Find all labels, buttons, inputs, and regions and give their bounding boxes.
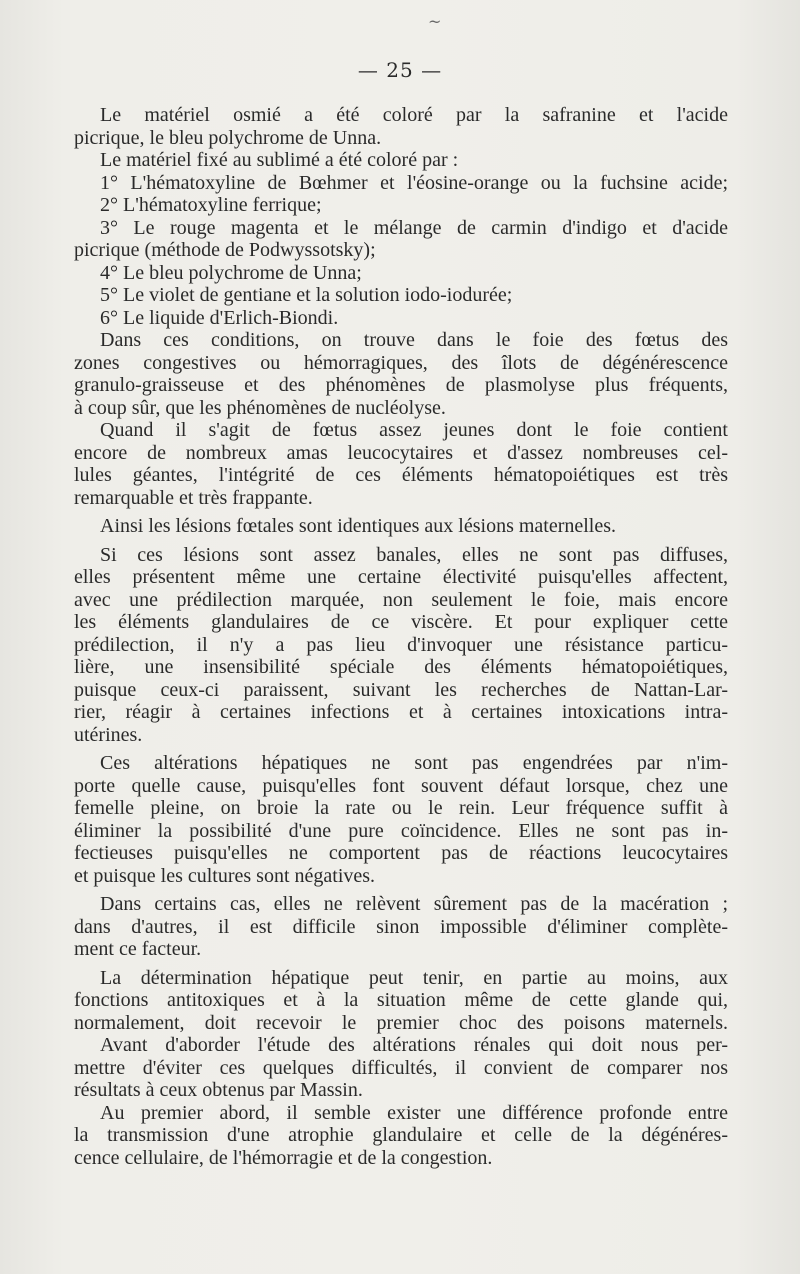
text-line: fectieuses puisqu'elles ne comportent pas de réactions leucocytaires — [74, 842, 728, 864]
text-line: remarquable et très frappante. — [74, 486, 313, 509]
text-line: picrique (méthode de Podwyssotsky); — [74, 239, 376, 261]
text-line: éliminer la possibilité d'une pure coïncidence. Elles ne sont pas in- — [74, 819, 728, 842]
text-line: encore de nombreux amas leucocytaires et d'assez nombreuses cel- — [74, 441, 728, 464]
paragraph — [48, 149, 728, 329]
text-line: mettre d'éviter ces quelques difficultés, il convient de comparer nos — [74, 1056, 728, 1079]
text-line: picrique, le bleu polychrome de Unna. — [74, 126, 382, 149]
list-item: 5° Le violet de gentiane et la solution iodo-iodurée; — [100, 284, 513, 306]
list-item: 6° Le liquide d'Erlich-Biondi. — [100, 306, 339, 329]
text-line: et puisque les cultures sont négatives. — [74, 864, 376, 887]
list-item: 2° L'hématoxyline ferrique; — [100, 194, 322, 216]
paragraph — [48, 752, 728, 887]
text-line: Avant d'aborder l'étude des altérations rénales qui doit nous per- — [100, 1034, 728, 1056]
text-line: La détermination hépatique peut tenir, en partie au moins, aux — [100, 966, 728, 989]
paragraph — [48, 893, 728, 961]
paragraph — [48, 329, 728, 419]
text-line: cence cellulaire, de l'hémorragie et de la congestion. — [74, 1146, 493, 1169]
list-item: 3° Le rouge magenta et le mélange de carmin d'indigo et d'acide — [100, 216, 728, 239]
paragraph — [48, 104, 728, 149]
text-line: Dans ces conditions, on trouve dans le foie des fœtus des — [100, 329, 728, 351]
text-line: Le matériel osmié a été coloré par la safranine et l'acide — [100, 104, 728, 126]
text-line: puisque ceux-ci paraissent, suivant les recherches de Nattan-Lar- — [74, 678, 728, 701]
paragraph — [48, 967, 728, 1035]
text-line: ment ce facteur. — [74, 938, 202, 960]
text-line: utérines. — [74, 723, 143, 746]
page-number: — 25 — — [357, 58, 443, 82]
text-line: Quand il s'agit de fœtus assez jeunes dont le foie contient — [100, 419, 728, 441]
paragraph — [48, 1102, 728, 1170]
paragraph — [48, 544, 728, 747]
paragraph — [48, 515, 728, 538]
list-item: 4° Le bleu polychrome de Unna; — [100, 261, 362, 284]
page-mark: ~ — [428, 12, 442, 31]
paragraph — [48, 1034, 728, 1102]
text-line: Ces altérations hépatiques ne sont pas engendrées par n'im- — [100, 752, 728, 774]
text-line: zones congestives ou hémorragiques, des îlots de dégénérescence — [74, 351, 728, 374]
text-line: rier, réagir à certaines infections et à certaines intoxications intra- — [74, 701, 728, 723]
text-line: Le matériel fixé au sublimé a été coloré par : — [100, 149, 459, 171]
text-line: à coup sûr, que les phénomènes de nucléolyse. — [74, 396, 446, 419]
text-line: lière, une insensibilité spéciale des éléments hématopoiétiques, — [74, 656, 728, 678]
text-line: normalement, doit recevoir le premier choc des poisons maternels. — [74, 1011, 728, 1034]
text-line: elles présentent même une certaine électivité puisqu'elles affectent, — [74, 566, 728, 588]
text-line: les éléments glandulaires de ce viscère. Et pour expliquer cette — [74, 611, 728, 633]
text-line: dans d'autres, il est difficile sinon impossible d'éliminer complète- — [74, 915, 728, 938]
text-line: fonctions antitoxiques et à la situation même de cette glande qui, — [74, 989, 728, 1011]
text-line: Ainsi les lésions fœtales sont identiques aux lésions maternelles. — [100, 515, 617, 537]
text-line: porte quelle cause, puisqu'elles font souvent défaut lorsque, chez une — [74, 774, 728, 797]
text-line: femelle pleine, on broie la rate ou le rein. Leur fréquence suffit à — [74, 797, 728, 819]
paragraph — [48, 419, 728, 509]
text-line: Au premier abord, il semble exister une différence profonde entre — [100, 1101, 728, 1124]
list-item: 1° L'hématoxyline de Bœhmer et l'éosine-orange ou la fuchsine acide; — [100, 171, 728, 194]
text-line: granulo-graisseuse et des phénomènes de plasmolyse plus fréquents, — [74, 374, 728, 396]
text-line: résultats à ceux obtenus par Massin. — [74, 1079, 363, 1101]
text-line: lules géantes, l'intégrité de ces éléments hématopoiétiques est très — [74, 464, 728, 486]
text-line: Dans certains cas, elles ne relèvent sûrement pas de la macération ; — [100, 893, 728, 915]
body-text — [48, 104, 728, 1169]
text-line: Si ces lésions sont assez banales, elles ne sont pas diffuses, — [100, 543, 728, 566]
text-line: avec une prédilection marquée, non seulement le foie, mais encore — [74, 588, 728, 611]
text-line: prédilection, il n'y a pas lieu d'invoquer une résistance particu- — [74, 633, 728, 656]
text-line: la transmission d'une atrophie glandulaire et celle de la dégénéres- — [74, 1124, 728, 1146]
